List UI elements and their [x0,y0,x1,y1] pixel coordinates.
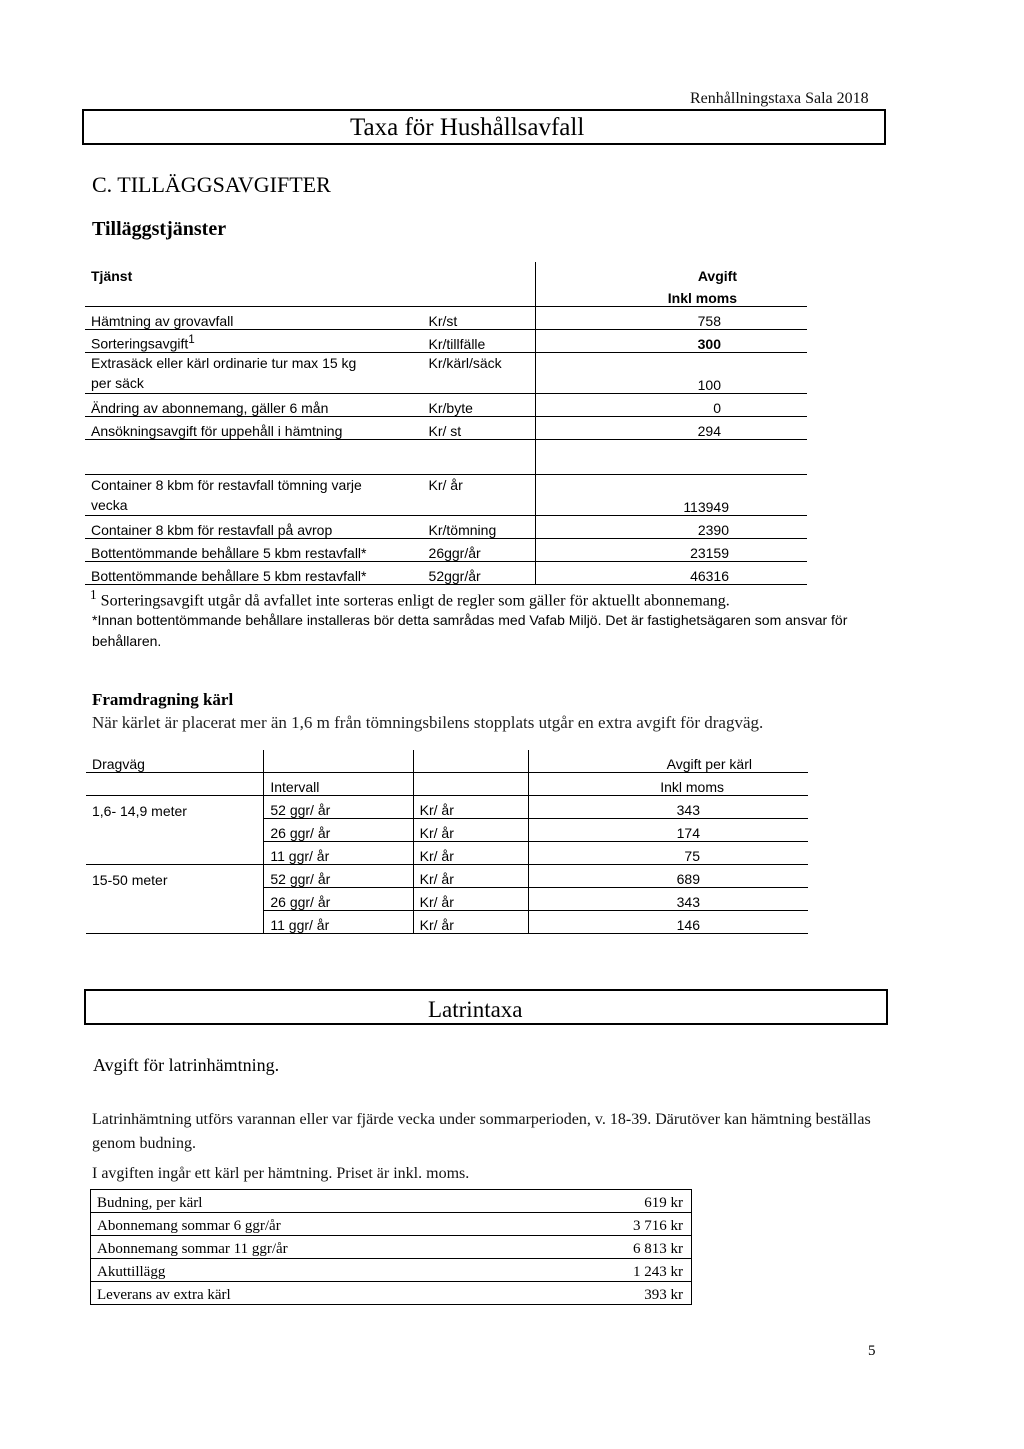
table-row [85,417,807,440]
header-service: Tjänst [91,268,133,284]
footnote-marker: 1 [90,587,97,602]
unit-cell: Kr/byte [423,394,536,417]
amount-cell: 0 [536,394,807,417]
latrin-subheading: Avgift för latrinhämtning. [93,1055,280,1075]
table-row [91,1259,692,1282]
amount-cell: 174 [528,819,808,842]
service-cell: Hämtning av grovavfall [85,307,423,330]
table-row [86,865,808,888]
table-row [85,307,807,330]
unit-cell: Kr/tillfälle [423,330,536,353]
service-text: Sorteringsavgift [91,336,189,352]
latrin-price: 3 716 kr [547,1213,692,1236]
amount-cell: 75 [528,842,808,865]
service-cell: Container 8 kbm för restavfall på avrop [85,516,423,539]
table-row [85,562,807,585]
framdragning-description: När kärlet är placerat mer än 1,6 m från tömningsbilens stopplats utgår en extra avgift för dragväg. [92,713,764,732]
amount-cell: 23159 [536,539,807,562]
table-header-row [85,284,807,307]
unit-cell: Kr/tömning [423,516,536,539]
table-header-row [85,262,807,284]
dragvag-table [86,750,808,934]
table-row [85,516,807,539]
section-heading: C. TILLÄGGSAVGIFTER [92,172,331,197]
latrin-label: Leverans av extra kärl [91,1282,547,1305]
amount-cell: 146 [528,911,808,934]
service-cell: Bottentömmande behållare 5 kbm restavfall* [85,562,423,585]
latrin-price: 619 kr [547,1190,692,1213]
header-dragvag: Dragväg [86,750,264,773]
footnote-marker: 1 [188,333,195,347]
amount-cell: 100 [536,353,807,394]
service-cell: Ansökningsavgift för uppehåll i hämtning [85,417,423,440]
latrin-price-table [90,1189,692,1305]
latrin-label: Abonnemang sommar 11 ggr/år [91,1236,547,1259]
table-row [85,539,807,562]
page-title: Taxa för Hushållsavfall [350,114,585,141]
amount-cell: 300 [536,330,807,353]
footnote-note: *Innan bottentömmande behållare installeras bör detta samrådas med Vafab Miljö. Det är fastighetsägaren som ansvar för behållaren. [92,612,848,649]
table-row [85,353,807,394]
interval-cell: 52 ggr/ år [264,865,413,888]
latrin-paragraph: Latrinhämtning utförs varannan eller var fjärde vecka under sommarperioden, v. 18-39. Därutöver kan hämtning beställas genom budning. [92,1111,871,1152]
table-row [91,1190,692,1213]
service-cell [85,475,423,516]
latrin-price: 6 813 kr [547,1236,692,1259]
header-inkl-moms: Inkl moms [528,773,808,796]
service-text: Container 8 kbm för restavfall tömning varje [91,477,362,493]
header-avgift: Avgift per kärl [528,750,808,773]
latrin-label: Budning, per kärl [91,1190,547,1213]
unit-cell: Kr/ år [423,475,536,516]
unit-cell: 26ggr/år [423,539,536,562]
header-fee: Avgift [697,268,737,284]
footnote [90,587,730,610]
unit-cell: Kr/ st [423,417,536,440]
table-row [85,475,807,516]
amount-cell: 343 [528,888,808,911]
amount-cell: 113949 [536,475,807,516]
table-row [91,1282,692,1305]
latrin-paragraph: I avgiften ingår ett kärl per hämtning. Priset är inkl. moms. [92,1165,470,1182]
table-row [86,842,808,865]
unit-cell: Kr/ år [413,911,528,934]
distance-label: 15-50 meter [92,871,168,888]
latrin-label: Abonnemang sommar 6 ggr/år [91,1213,547,1236]
unit-cell: Kr/ år [413,865,528,888]
amount-cell: 46316 [536,562,807,585]
table-spacer-row [85,440,807,475]
footnote-text: Sorteringsavgift utgår då avfallet inte sorteras enligt de regler som gäller för aktuellt abonnemang. [100,592,730,610]
unit-cell: 52ggr/år [423,562,536,585]
service-text: Extrasäck eller kärl ordinarie tur max 15 kg [91,355,357,371]
table-header-row [86,750,808,773]
interval-cell: 11 ggr/ år [264,911,413,934]
table-row [91,1236,692,1259]
amount-cell: 294 [536,417,807,440]
document-header-label: Renhållningstaxa Sala 2018 [690,90,869,107]
unit-cell: Kr/ år [413,842,528,865]
framdragning-heading: Framdragning kärl [92,690,234,709]
latrin-price: 393 kr [547,1282,692,1305]
table-row [86,888,808,911]
unit-cell: Kr/ år [413,819,528,842]
amount-cell: 343 [528,796,808,819]
latrin-label: Akuttillägg [91,1259,547,1282]
service-cell [85,330,423,353]
unit-cell: Kr/ år [413,796,528,819]
latrin-title: Latrintaxa [428,997,523,1022]
amount-cell: 689 [528,865,808,888]
interval-cell: 26 ggr/ år [264,819,413,842]
service-cell: Ändring av abonnemang, gäller 6 mån [85,394,423,417]
interval-cell: 11 ggr/ år [264,842,413,865]
service-text-line2: vecka [91,497,128,513]
unit-cell: Kr/kärl/säck [423,353,536,394]
latrin-price: 1 243 kr [547,1259,692,1282]
table-header-row [86,773,808,796]
table-row [91,1213,692,1236]
unit-cell: Kr/ år [413,888,528,911]
unit-cell: Kr/st [423,307,536,330]
interval-cell: 52 ggr/ år [264,796,413,819]
amount-cell: 2390 [536,516,807,539]
header-fee-sub: Inkl moms [536,284,807,307]
amount-cell: 758 [536,307,807,330]
table-row [85,330,807,353]
service-text-line2: per säck [91,375,144,391]
header-intervall: Intervall [264,773,413,796]
table-row [86,911,808,934]
table-row [86,819,808,842]
table-row [86,796,808,819]
distance-label: 1,6- 14,9 meter [92,802,187,819]
interval-cell: 26 ggr/ år [264,888,413,911]
service-cell [85,353,423,394]
table-row [85,394,807,417]
service-cell: Bottentömmande behållare 5 kbm restavfall* [85,539,423,562]
page-number: 5 [868,1343,876,1359]
section-subheading: Tilläggstjänster [92,218,227,240]
services-table [85,262,807,585]
